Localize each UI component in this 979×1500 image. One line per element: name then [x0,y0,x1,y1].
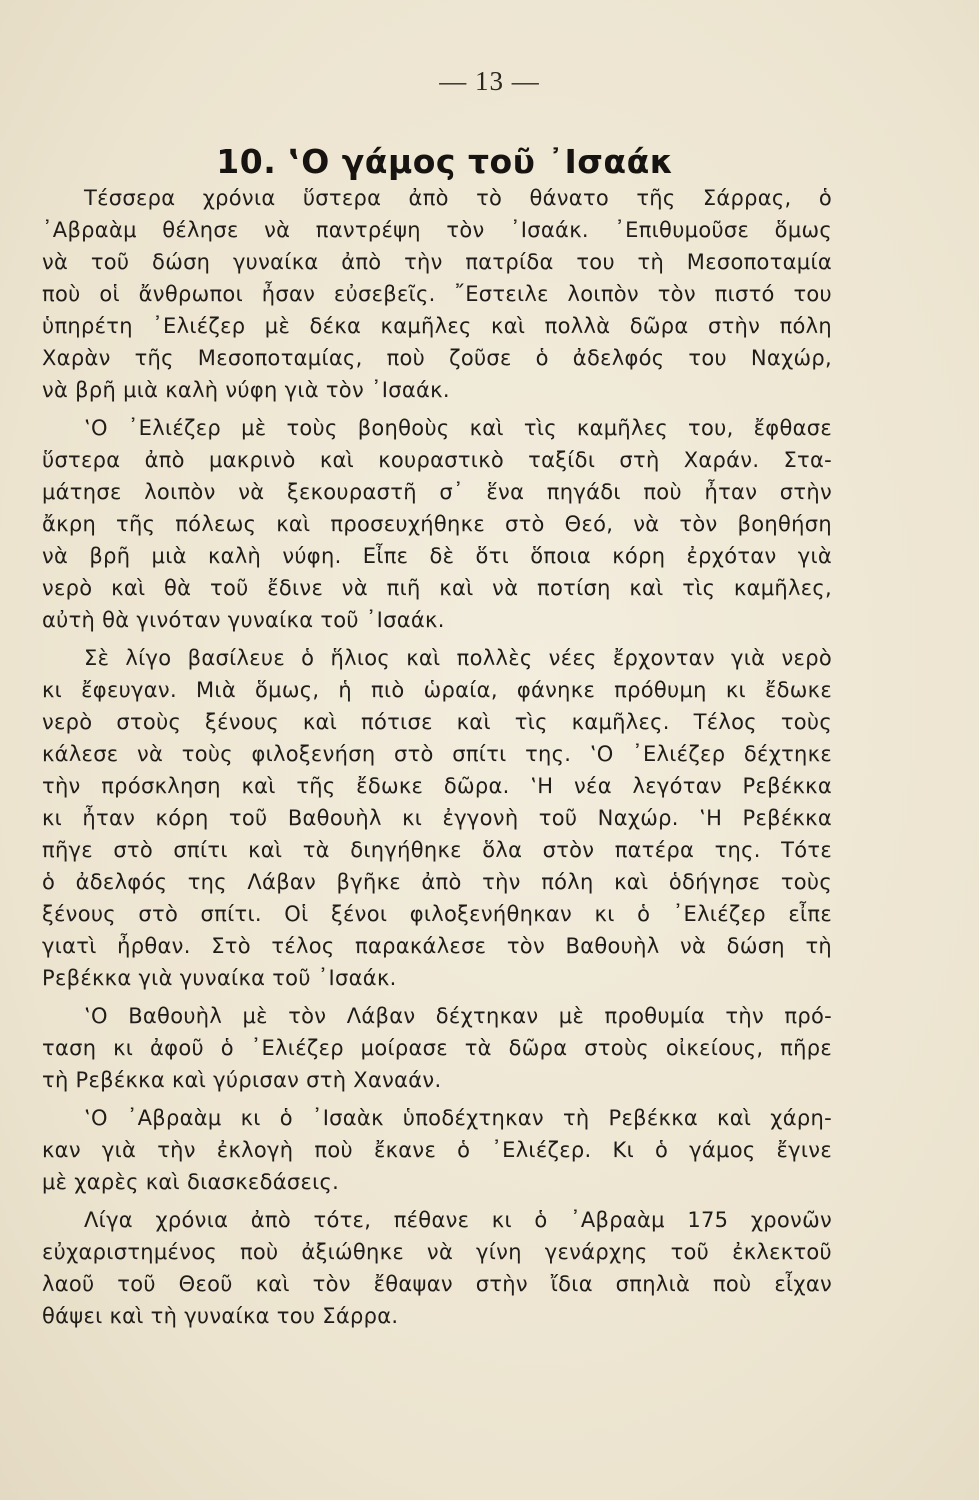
text-line: αὐτὴ θὰ γινόταν γυναίκα τοῦ ᾿Ισαάκ. [42,608,445,632]
text-line: ὑπηρέτη ᾿Ελιέζερ μὲ δέκα καμῆλες καὶ πολλὰ δῶρα στὴν πόλη [42,314,832,338]
text-line: ἄκρη τῆς πόλεως καὶ προσευχήθηκε στὸ Θεό, νὰ τὸν βοηθήση [42,512,832,536]
text-line: κάλεσε νὰ τοὺς φιλοξενήση στὸ σπίτι της. ‛Ο ᾿Ελιέζερ δέχτηκε [42,742,832,766]
text-line: Σὲ λίγο βασίλευε ὁ ἥλιος καὶ πολλὲς νέες ἔρχονταν γιὰ νερὸ [84,646,832,670]
text-line: ποὺ οἱ ἄνθρωποι ἦσαν εὐσεβεῖς. ῎Εστειλε λοιπὸν τὸν πιστό του [42,282,832,306]
paragraph [42,1000,832,1096]
text-line: ὁ ἀδελφός της Λάβαν βγῆκε ἀπὸ τὴν πόλη καὶ ὁδήγησε τοὺς [42,870,832,894]
paragraph [42,412,832,636]
text-line: νὰ τοῦ δώση γυναίκα ἀπὸ τὴν πατρίδα του τὴ Μεσοποταμία [42,250,832,274]
text-line: καν γιὰ τὴν ἐκλογὴ ποὺ ἔκανε ὁ ᾿Ελιέζερ. Κι ὁ γάμος ἔγινε [42,1138,832,1162]
text-line: ‛Ο ᾿Ελιέζερ μὲ τοὺς βοηθοὺς καὶ τὶς καμῆλες του, ἔφθασε [84,416,832,440]
body-text [42,182,832,1332]
text-line: ᾿Αβραὰμ θέλησε νὰ παντρέψη τὸν ᾿Ισαάκ. ᾿Επιθυμοῦσε ὅμως [42,218,832,242]
text-line: πῆγε στὸ σπίτι καὶ τὰ διηγήθηκε ὅλα στὸν πατέρα της. Τότε [42,838,832,862]
paragraph [42,1102,832,1198]
text-line: ‛Ο ᾿Αβραὰμ κι ὁ ᾿Ισαὰκ ὑποδέχτηκαν τὴ Ρεβέκκα καὶ χάρη- [84,1106,832,1130]
text-line: μάτησε λοιπὸν νὰ ξεκουραστῆ σ᾿ ἕνα πηγάδι ποὺ ἦταν στὴν [42,480,832,504]
text-line: εὐχαριστημένος ποὺ ἀξιώθηκε νὰ γίνη γενάρχης τοῦ ἐκλεκτοῦ [42,1240,832,1264]
text-line: ‛Ο Βαθουὴλ μὲ τὸν Λάβαν δέχτηκαν μὲ προθυμία τὴν πρό- [84,1004,832,1028]
text-line: νερὸ στοὺς ξένους καὶ πότισε καὶ τὶς καμῆλες. Τέλος τοὺς [42,710,832,734]
text-line: ὕστερα ἀπὸ μακρινὸ καὶ κουραστικὸ ταξίδι στὴ Χαράν. Στα- [42,448,832,472]
text-line: θάψει καὶ τὴ γυναίκα του Σάρρα. [42,1304,399,1328]
text-line: Ρεβέκκα γιὰ γυναίκα τοῦ ᾿Ισαάκ. [42,966,397,990]
text-line: ξένους στὸ σπίτι. Οἱ ξένοι φιλοξενήθηκαν κι ὁ ᾿Ελιέζερ εἶπε [42,902,832,926]
text-line: μὲ χαρὲς καὶ διασκεδάσεις. [42,1170,340,1194]
text-line: Τέσσερα χρόνια ὕστερα ἀπὸ τὸ θάνατο τῆς Σάρρας, ὁ [84,186,832,210]
paragraph [42,182,832,406]
page-number: — 13 — [439,66,540,96]
text-line: κι ἦταν κόρη τοῦ Βαθουὴλ κι ἐγγονὴ τοῦ Ναχώρ. ‛Η Ρεβέκκα [42,806,832,830]
text-line: νὰ βρῆ μιὰ καλὴ νύφη. Εἶπε δὲ ὅτι ὅποια κόρη ἐρχόταν γιὰ [42,544,832,568]
text-line: κι ἔφευγαν. Μιὰ ὅμως, ἡ πιὸ ὡραία, φάνηκε πρόθυμη κι ἔδωκε [42,678,832,702]
text-line: γιατὶ ἦρθαν. Στὸ τέλος παρακάλεσε τὸν Βαθουὴλ νὰ δώση τὴ [42,934,832,958]
text-line: Χαρὰν τῆς Μεσοποταμίας, ποὺ ζοῦσε ὁ ἀδελφός του Ναχώρ, [42,346,832,370]
text-line: τὴν πρόσκληση καὶ τῆς ἔδωκε δῶρα. ‛Η νέα λεγόταν Ρεβέκκα [42,774,832,798]
text-line: λαοῦ τοῦ Θεοῦ καὶ τὸν ἔθαψαν στὴν ἴδια σπηλιὰ ποὺ εἶχαν [42,1272,832,1296]
text-line: ταση κι ἀφοῦ ὁ ᾿Ελιέζερ μοίρασε τὰ δῶρα στοὺς οἰκείους, πῆρε [42,1036,832,1060]
text-line: Λίγα χρόνια ἀπὸ τότε, πέθανε κι ὁ ᾿Αβραὰμ 175 χρονῶν [84,1208,832,1232]
paragraph [42,642,832,994]
paragraph [42,1204,832,1332]
chapter-title: 10. ‛Ο γάμος τοῦ ᾿Ισαάκ [216,142,674,181]
text-line: νὰ βρῆ μιὰ καλὴ νύφη γιὰ τὸν ᾿Ισαάκ. [42,378,450,402]
text-line: τὴ Ρεβέκκα καὶ γύρισαν στὴ Χαναάν. [42,1068,442,1092]
text-line: νερὸ καὶ θὰ τοῦ ἔδινε νὰ πιῆ καὶ νὰ ποτίση καὶ τὶς καμῆλες, [42,576,832,600]
